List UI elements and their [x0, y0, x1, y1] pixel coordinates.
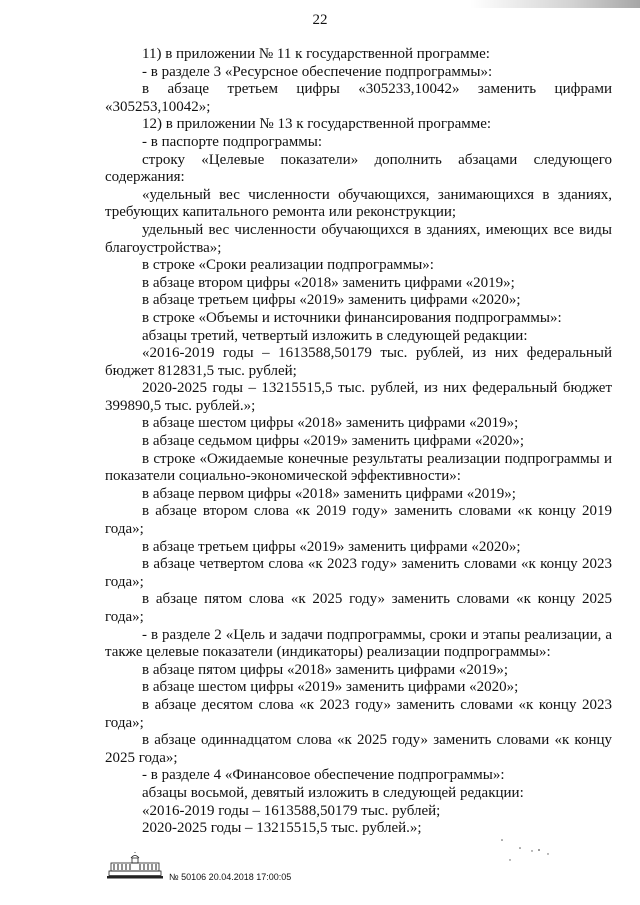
- paragraph: в абзаце третьем цифры «2019» заменить цифрами «2020»;: [142, 292, 521, 309]
- paragraph: в абзаце втором слова «к 2019 году» заменить словами «к концу 2019 года»;: [105, 503, 612, 538]
- paragraph: в строке «Объемы и источники финансирования подпрограммы»:: [142, 309, 562, 326]
- scan-artifact: [470, 0, 640, 8]
- paragraph: - в паспорте подпрограммы:: [142, 133, 323, 150]
- paragraph: «удельный вес численности обучающихся, занимающихся в зданиях, требующих капитального ремонта или реконструкции;: [105, 186, 612, 221]
- paragraph: - в разделе 4 «Финансовое обеспечение подпрограммы»:: [142, 767, 505, 784]
- paragraph: «2016-2019 годы – 1613588,50179 тыс. рублей, из них федеральный бюджет 812831,5 тыс. рублей;: [105, 345, 612, 379]
- footer: [105, 852, 325, 886]
- paragraph: 2020-2025 годы – 13215515,5 тыс. рублей.»;: [142, 820, 422, 837]
- paragraph: в абзаце пятом цифры «2018» заменить цифрами «2019»;: [142, 661, 509, 678]
- paragraph: в абзаце шестом цифры «2019» заменить цифрами «2020»;: [142, 679, 519, 696]
- paragraph: абзацы восьмой, девятый изложить в следующей редакции:: [142, 784, 524, 801]
- paragraph: в абзаце пятом слова «к 2025 году» заменить словами «к концу 2025 года»;: [105, 591, 612, 625]
- paragraph: в строке «Сроки реализации подпрограммы»:: [142, 257, 434, 274]
- paragraph: в абзаце десятом слова «к 2023 году» заменить словами «к концу 2023 года»;: [105, 696, 612, 731]
- paragraph: абзацы третий, четвертый изложить в следующей редакции:: [142, 327, 528, 344]
- paragraph: «2016-2019 годы – 1613588,50179 тыс. рублей;: [142, 802, 441, 819]
- paragraph: 11) в приложении № 11 к государственной программе:: [142, 46, 490, 62]
- building-logo-icon: [105, 852, 165, 880]
- paragraph: удельный вес численности обучающихся в зданиях, имеющих все виды благоустройства»;: [105, 221, 612, 256]
- document-body: [105, 46, 612, 838]
- paragraph: - в разделе 3 «Ресурсное обеспечение подпрограммы»:: [142, 63, 493, 80]
- page-number: 22: [312, 12, 328, 28]
- paragraph: в абзаце одиннадцатом слова «к 2025 году» заменить словами «к концу 2025 года»;: [105, 732, 612, 766]
- paragraph: в абзаце седьмом цифры «2019» заменить цифрами «2020»;: [142, 433, 525, 450]
- paragraph: строку «Целевые показатели» дополнить абзацами следующего содержания:: [105, 151, 612, 186]
- paragraph: 2020-2025 годы – 13215515,5 тыс. рублей, из них федеральный бюджет 399890,5 тыс. рублей.»;: [105, 380, 612, 414]
- paragraph: в абзаце третьем цифры «305233,10042» заменить цифрами «305253,10042»;: [105, 81, 612, 115]
- paragraph: в абзаце первом цифры «2018» заменить цифрами «2019»;: [142, 485, 516, 502]
- scan-dots: [498, 836, 558, 866]
- paragraph: в абзаце четвертом слова «к 2023 году» заменить словами «к концу 2023 года»;: [105, 556, 612, 590]
- paragraph: в абзаце третьем цифры «2019» заменить цифрами «2020»;: [142, 538, 521, 555]
- document-stamp: № 50106 20.04.2018 17:00:05: [169, 872, 292, 882]
- paragraph: в строке «Ожидаемые конечные результаты реализации подпрограммы и показатели социально-экономической эффективности»:: [105, 450, 612, 485]
- paragraph: в абзаце шестом цифры «2018» заменить цифрами «2019»;: [142, 415, 519, 432]
- paragraph: - в разделе 2 «Цель и задачи подпрограммы, сроки и этапы реализации, а также целевые показатели (индикаторы) реализации подпрограммы»:: [105, 626, 612, 661]
- paragraph: в абзаце втором цифры «2018» заменить цифрами «2019»;: [142, 274, 515, 291]
- paragraph: 12) в приложении № 13 к государственной программе:: [142, 116, 492, 133]
